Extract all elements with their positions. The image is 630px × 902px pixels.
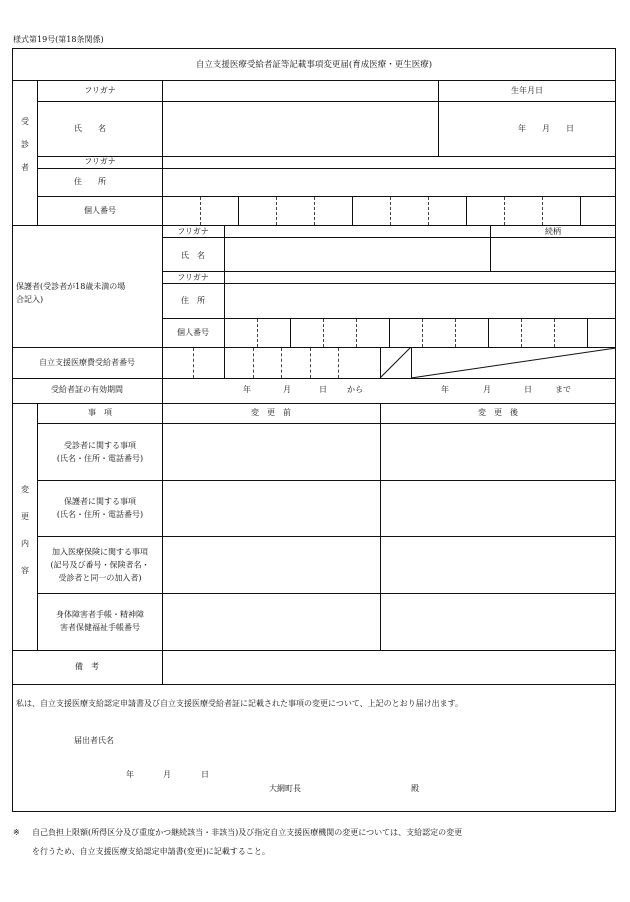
rule bbox=[37, 196, 616, 197]
rule bbox=[488, 319, 489, 347]
rule bbox=[224, 225, 225, 347]
birthdate-value: 年 月 日 bbox=[518, 124, 574, 133]
digit-divider bbox=[356, 319, 357, 347]
validity-from-year: 年 bbox=[243, 385, 251, 394]
digit-divider bbox=[390, 197, 391, 225]
change-row-handbook: 身体障害者手帳・精神障 害者保健福祉手帳番号 bbox=[56, 610, 144, 632]
rule bbox=[162, 80, 163, 225]
guardian-address-label: 住 所 bbox=[181, 296, 205, 305]
rule bbox=[580, 197, 581, 225]
rule bbox=[352, 197, 353, 225]
col-before-header: 変 更 前 bbox=[251, 408, 291, 417]
digit-divider bbox=[314, 197, 315, 225]
rule bbox=[290, 319, 291, 347]
rule bbox=[162, 378, 163, 403]
rule bbox=[162, 271, 616, 272]
form-title: 自立支援医療受給者証等記載事項変更届(育成医療・更生医療) bbox=[195, 60, 433, 70]
validity-made: まで bbox=[555, 385, 571, 394]
rule bbox=[37, 156, 616, 157]
guardian-furigana-label: フリガナ bbox=[177, 227, 209, 236]
guardian-id-label: 個人番号 bbox=[177, 328, 209, 337]
guardian-furigana2-label: フリガナ bbox=[177, 273, 209, 282]
rule bbox=[12, 403, 616, 404]
rule bbox=[224, 347, 225, 378]
remarks-label: 備 考 bbox=[75, 662, 99, 671]
rule bbox=[162, 225, 163, 347]
validity-to-month: 月 bbox=[483, 385, 491, 394]
rule bbox=[12, 378, 616, 379]
digit-divider bbox=[253, 348, 254, 378]
patient-furigana-label: フリガナ bbox=[84, 86, 116, 95]
digit-divider bbox=[323, 319, 324, 347]
note-mark: ※ bbox=[13, 828, 20, 837]
birthdate-header: 生年月日 bbox=[511, 86, 543, 95]
validity-from-month: 月 bbox=[283, 385, 291, 394]
digit-divider bbox=[554, 319, 555, 347]
change-row-patient: 受診者に関する事項 (氏名・住所・電話番号) bbox=[56, 441, 144, 463]
note-line-2: を行うため、自立支援医療支給認定申請書(変更)に記載すること。 bbox=[32, 847, 270, 856]
date-year: 年 bbox=[126, 770, 134, 779]
digit-divider bbox=[276, 197, 277, 225]
recipient-number-label: 自立支援医療費受給者番号 bbox=[39, 358, 135, 367]
validity-to-year: 年 bbox=[441, 385, 449, 394]
digit-divider bbox=[193, 348, 194, 378]
rule bbox=[162, 283, 616, 284]
change-row-guardian: 保護者に関する事項 (氏名・住所・電話番号) bbox=[56, 497, 144, 519]
col-item-header: 事 項 bbox=[88, 408, 112, 417]
rule bbox=[389, 319, 390, 347]
col-after-header: 変 更 後 bbox=[478, 408, 518, 417]
guardian-relation-label: 続柄 bbox=[545, 227, 561, 236]
rule bbox=[37, 403, 38, 650]
rule bbox=[490, 225, 491, 271]
diagonal-strike bbox=[380, 347, 616, 378]
validity-label: 受給者証の有効期間 bbox=[51, 385, 123, 394]
rule bbox=[162, 347, 163, 378]
change-row-insurance: 加入医療保険に関する事項 (記号及び番号・保険者名・ 受診者と同一の加入者) bbox=[50, 547, 150, 583]
guardian-name-label: 氏 名 bbox=[181, 251, 205, 260]
rule bbox=[37, 168, 616, 169]
honorific: 殿 bbox=[411, 784, 419, 793]
rule bbox=[466, 197, 467, 225]
rule bbox=[162, 237, 616, 238]
patient-name-label: 氏 名 bbox=[74, 124, 106, 133]
digit-divider bbox=[542, 197, 543, 225]
rule bbox=[37, 593, 616, 594]
patient-id-label: 個人番号 bbox=[84, 206, 116, 215]
digit-divider bbox=[281, 348, 282, 378]
rule bbox=[12, 80, 616, 81]
rule bbox=[12, 650, 616, 651]
digit-divider bbox=[200, 197, 201, 225]
digit-divider bbox=[338, 348, 339, 378]
rule bbox=[37, 101, 616, 102]
rule bbox=[438, 80, 439, 156]
patient-address-label: 住 所 bbox=[74, 177, 106, 186]
rule bbox=[12, 684, 616, 685]
form-number: 様式第19号(第18条関係) bbox=[13, 35, 104, 44]
changes-section-label: 変 更 内 容 bbox=[21, 485, 29, 575]
rule bbox=[238, 197, 239, 225]
rule bbox=[380, 403, 381, 650]
digit-divider bbox=[310, 348, 311, 378]
patient-furigana2-label: フリガナ bbox=[84, 157, 116, 166]
rule bbox=[37, 80, 38, 225]
mayor-label: 大網町長 bbox=[269, 784, 301, 793]
validity-from-day: 日 bbox=[319, 385, 327, 394]
rule bbox=[12, 225, 616, 226]
rule bbox=[587, 319, 588, 347]
patient-section-label: 受 診 者 bbox=[21, 117, 29, 172]
validity-to-day: 日 bbox=[524, 385, 532, 394]
digit-divider bbox=[257, 319, 258, 347]
guardian-section-label: 保護者(受診者が18歳未満の場 合記入) bbox=[16, 282, 126, 304]
date-day: 日 bbox=[201, 770, 209, 779]
digit-divider bbox=[455, 319, 456, 347]
rule bbox=[162, 403, 163, 684]
digit-divider bbox=[428, 197, 429, 225]
rule bbox=[37, 536, 616, 537]
note-line-1: 自己負担上限額(所得区分及び重度かつ継続該当・非該当)及び指定自立支援医療機関の変更については、支給認定の変更 bbox=[32, 828, 463, 837]
validity-kara: から bbox=[347, 385, 363, 394]
rule bbox=[37, 423, 616, 424]
digit-divider bbox=[521, 319, 522, 347]
digit-divider bbox=[504, 197, 505, 225]
declaration-text: 私は、自立支援医療支給認定申請書及び自立支援医療受給者証に記載された事項の変更について、上記のとおり届け出ます。 bbox=[16, 699, 464, 708]
digit-divider bbox=[422, 319, 423, 347]
submitter-name-label: 届出者氏名 bbox=[74, 736, 114, 745]
rule bbox=[37, 480, 616, 481]
date-month: 月 bbox=[163, 770, 171, 779]
